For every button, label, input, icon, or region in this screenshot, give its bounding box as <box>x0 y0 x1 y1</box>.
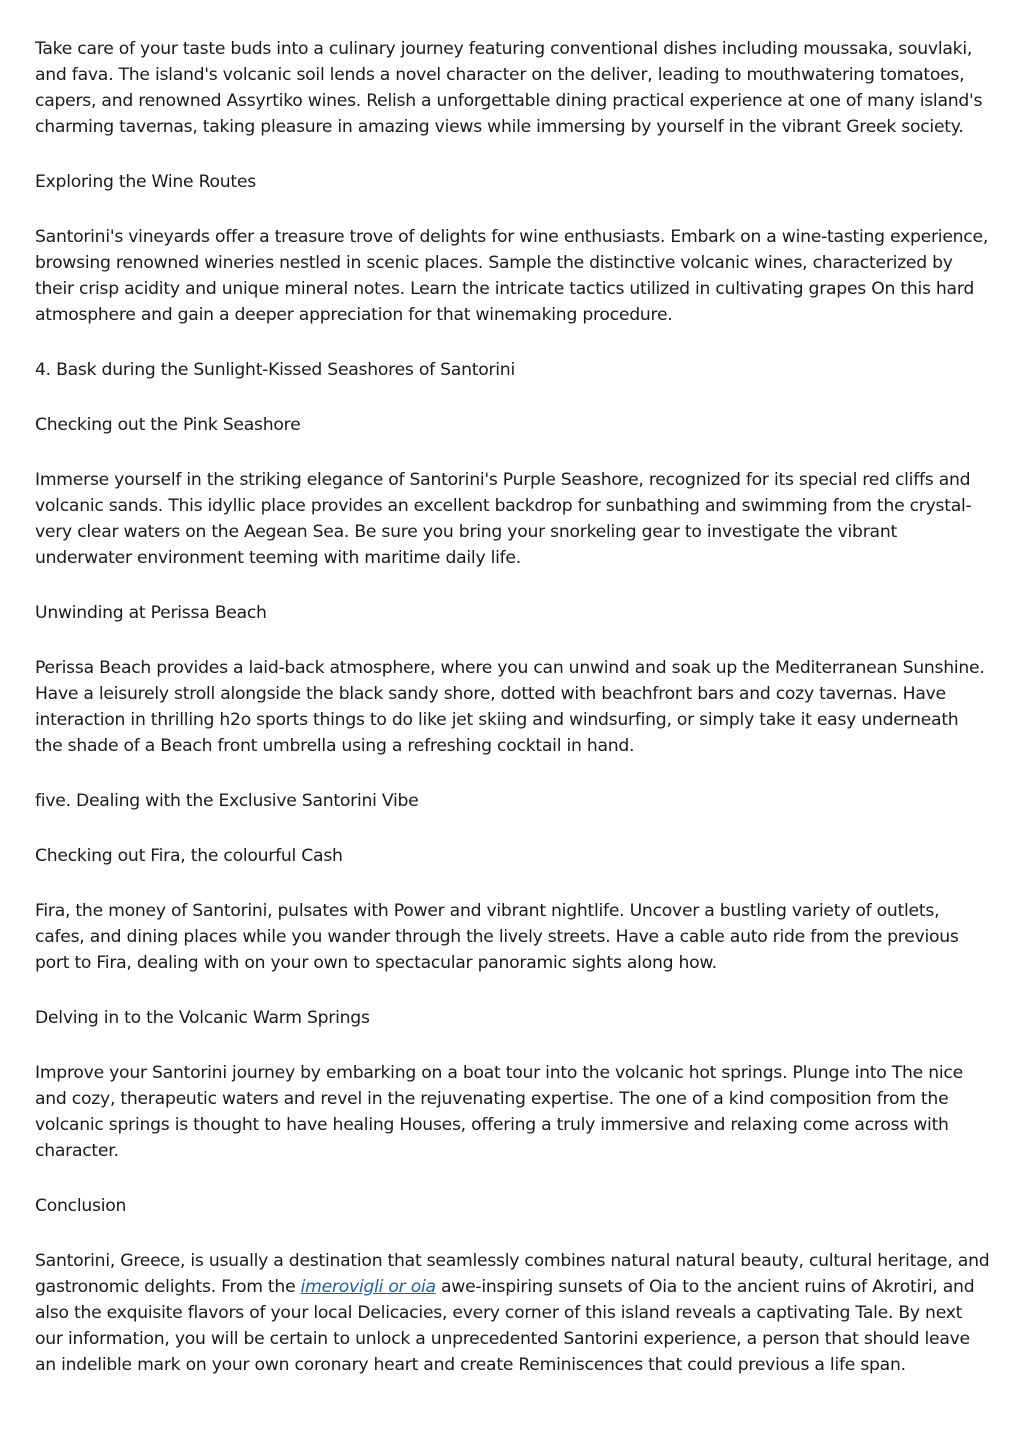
heading-section-5: five. Dealing with the Exclusive Santorini Vibe <box>35 791 419 811</box>
paragraph-culinary: Take care of your taste buds into a culinary journey featuring conventional dishes including moussaka, souvlaki, and fava. The island's volcanic soil lends a novel character on the deliver, leading to mouthwatering tomatoes, capers, and renowned Assyrtiko wines. Relish a unforgettable dining practical experience at one of many island's charming tavernas, taking pleasure in amazing views while immersing by yourself in the vibrant Greek society. <box>35 39 983 137</box>
conclusion-text-end: awe-inspiring sunsets of Oia to the ancient ruins of Akrotiri, and also the exquisite flavors of your local Delicacies, every corner of this island reveals a captivating Tale. By next our information, you will be certain to unlock a unprecedented Santorini experience, a person that should leave an indelible mark on your own coronary heart and create Reminiscences that could previous a life span. <box>35 1277 975 1375</box>
heading-wine-routes: Exploring the Wine Routes <box>35 172 256 192</box>
paragraph-perissa-beach: Perissa Beach provides a laid-back atmosphere, where you can unwind and soak up the Mediterranean Sunshine. Have a leisurely stroll alongside the black sandy shore, dotted with beachfront bars and cozy tavernas. Have interaction in thrilling h2o sports things to do like jet skiing and windsurfing, or simply take it easy underneath the shade of a Beach front umbrella using a refreshing cocktail in hand. <box>35 658 985 756</box>
heading-perissa-beach: Unwinding at Perissa Beach <box>35 603 267 623</box>
document-body <box>35 36 990 1407</box>
paragraph-vineyards: Santorini's vineyards offer a treasure trove of delights for wine enthusiasts. Embark on a wine-tasting experience, browsing renowned wineries nestled in scenic places. Sample the distinctive volcanic wines, characterized by their crisp acidity and unique mineral notes. Learn the intricate tactics utilized in cultivating grapes On this hard atmosphere and gain a deeper appreciation for that winemaking procedure. <box>35 227 989 325</box>
paragraph-purple-seashore: Immerse yourself in the striking elegance of Santorini's Purple Seashore, recognized for its special red cliffs and volcanic sands. This idyllic place provides an excellent backdrop for sunbathing and swimming from the crystal-very clear waters on the Aegean Sea. Be sure you bring your snorkeling gear to investigate the vibrant underwater environment teeming with maritime daily life. <box>35 470 972 568</box>
heading-conclusion: Conclusion <box>35 1196 127 1216</box>
heading-fira: Checking out Fira, the colourful Cash <box>35 846 343 866</box>
heading-section-4: 4. Bask during the Sunlight-Kissed Seashores of Santorini <box>35 360 515 380</box>
paragraph-fira: Fira, the money of Santorini, pulsates with Power and vibrant nightlife. Uncover a bustling variety of outlets, cafes, and dining places while you wander through the lively streets. Have a cable auto ride from the previous port to Fira, dealing with on your own to spectacular panoramic sights along how. <box>35 901 959 973</box>
paragraph-hot-springs: Improve your Santorini journey by embarking on a boat tour into the volcanic hot springs. Plunge into The nice and cozy, therapeutic waters and revel in the rejuvenating expertise. The one of a kind composition from the volcanic springs is thought to have healing Houses, offering a truly immersive and relaxing come across with character. <box>35 1063 963 1161</box>
conclusion-text-start: Santorini, Greece, is usually a destination that seamlessly combines natural natural beauty, cultural heritage, and gastronomic delights. From the <box>35 1251 990 1297</box>
imerovigli-oia-link[interactable]: imerovigli or oia <box>300 1277 436 1297</box>
paragraph-conclusion <box>35 1248 990 1378</box>
heading-pink-seashore: Checking out the Pink Seashore <box>35 415 301 435</box>
heading-hot-springs: Delving in to the Volcanic Warm Springs <box>35 1008 370 1028</box>
